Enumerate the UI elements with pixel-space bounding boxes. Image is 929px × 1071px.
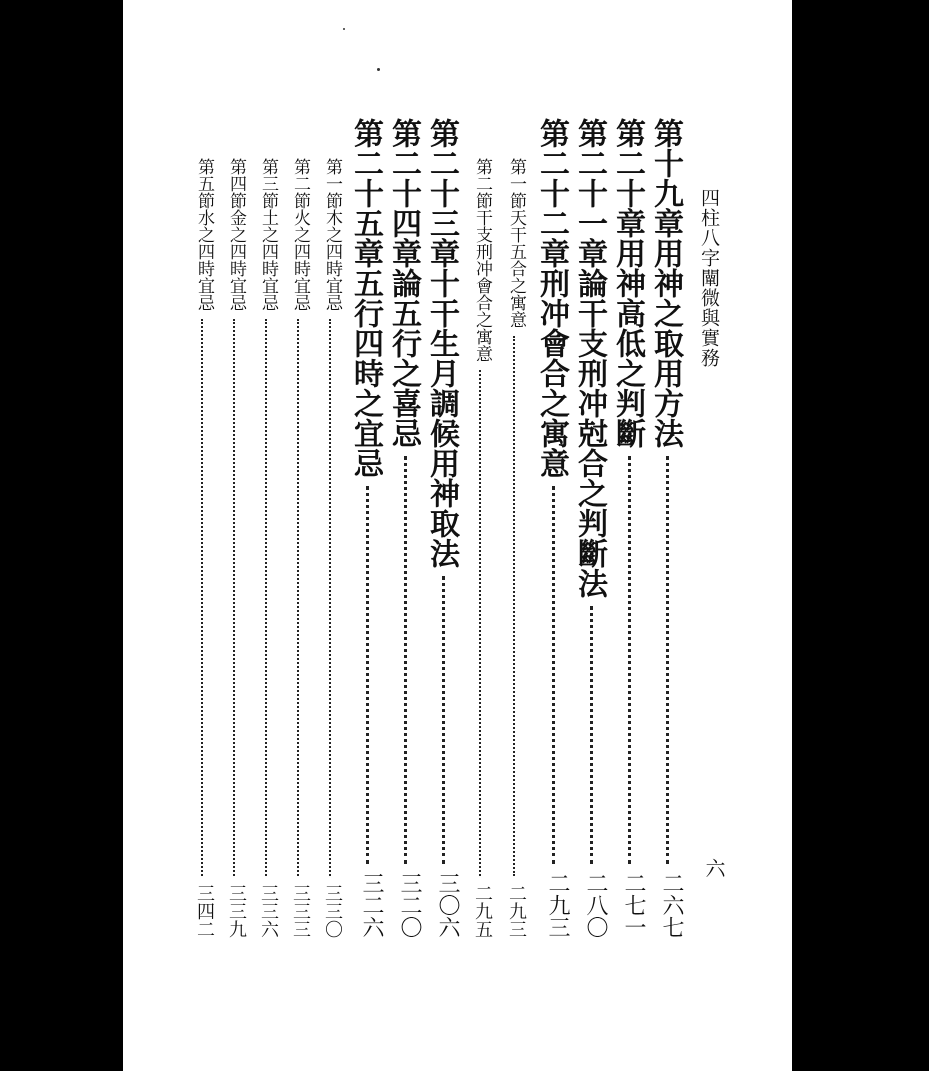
book-page — [123, 0, 792, 1071]
section-label: 第二節 — [290, 158, 310, 209]
scan-speck — [377, 68, 380, 71]
running-header: 四柱八字闡微與實務 — [698, 188, 720, 368]
page-ref: 三二六 — [359, 872, 384, 938]
section-title: 天干五合之寓意 — [506, 209, 526, 328]
chapter-title: 刑冲會合之寓意 — [534, 268, 569, 478]
chapter-title: 論干支刑冲尅合之判斷法 — [572, 268, 607, 598]
toc-entry-section — [187, 158, 217, 938]
toc-entry-section — [465, 158, 495, 938]
chapter-title: 用神高低之判斷 — [610, 238, 645, 448]
toc-entry-chapter-24 — [385, 118, 425, 938]
dot-leader — [442, 576, 445, 864]
section-title: 火之四時宜忌 — [290, 209, 310, 311]
dot-leader — [265, 319, 267, 876]
toc-entry-chapter-19 — [647, 118, 687, 938]
page-number: 六 — [702, 858, 726, 878]
section-title: 金之四時宜忌 — [226, 209, 246, 311]
toc-entry-chapter-22 — [533, 118, 573, 938]
section-title: 土之四時宜忌 — [258, 209, 278, 311]
chapter-label: 第二十一章 — [572, 118, 607, 268]
page-ref: 三三九 — [226, 884, 247, 938]
toc-entry-section — [283, 158, 313, 938]
dot-leader — [590, 606, 593, 864]
section-label: 第四節 — [226, 158, 246, 209]
page-ref: 二九五 — [472, 884, 493, 938]
chapter-label: 第二十三章 — [424, 118, 459, 268]
toc-entry-section — [315, 158, 345, 938]
dot-leader — [628, 456, 631, 864]
page-ref: 二九三 — [506, 884, 527, 938]
chapter-label: 第二十五章 — [348, 118, 383, 268]
scan-speck — [343, 28, 345, 30]
toc-entry-chapter-23 — [423, 118, 463, 938]
dot-leader — [513, 336, 515, 876]
section-label: 第一節 — [506, 158, 526, 209]
section-label: 第二節 — [472, 158, 492, 209]
dot-leader — [552, 486, 555, 864]
toc-entry-chapter-21 — [571, 118, 611, 938]
section-label: 第一節 — [322, 158, 342, 209]
chapter-title: 用神之取用方法 — [648, 238, 683, 448]
chapter-title: 五行四時之宜忌 — [348, 268, 383, 478]
dot-leader — [329, 319, 331, 876]
page-ref: 三三三 — [290, 884, 311, 938]
chapter-label: 第十九章 — [648, 118, 683, 238]
section-title: 木之四時宜忌 — [322, 209, 342, 311]
section-title: 干支刑冲會合之寓意 — [472, 209, 492, 362]
page-ref: 二八〇 — [583, 872, 608, 938]
chapter-title: 論五行之喜忌 — [386, 268, 421, 448]
page-ref: 二六七 — [659, 872, 684, 938]
dot-leader — [666, 456, 669, 864]
page-ref: 二七一 — [621, 872, 646, 938]
chapter-label: 第二十章 — [610, 118, 645, 238]
dot-leader — [201, 319, 203, 876]
dot-leader — [297, 319, 299, 876]
chapter-title: 十干生月調候用神取法 — [424, 268, 459, 568]
section-label: 第五節 — [194, 158, 214, 209]
section-label: 第三節 — [258, 158, 278, 209]
page-ref: 三〇六 — [435, 872, 460, 938]
toc-entry-section — [219, 158, 249, 938]
chapter-label: 第二十二章 — [534, 118, 569, 268]
dot-leader — [479, 370, 481, 876]
page-ref: 三三六 — [258, 884, 279, 938]
toc-entry-chapter-25 — [347, 118, 387, 938]
chapter-label: 第二十四章 — [386, 118, 421, 268]
section-title: 水之四時宜忌 — [194, 209, 214, 311]
toc-entry-section — [499, 158, 529, 938]
dot-leader — [404, 456, 407, 864]
dot-leader — [233, 319, 235, 876]
page-ref: 三三〇 — [322, 884, 343, 938]
page-ref: 二九三 — [545, 872, 570, 938]
page-ref: 三四二 — [194, 884, 215, 938]
page-ref: 三二〇 — [397, 872, 422, 938]
dot-leader — [366, 486, 369, 864]
toc-entry-section — [251, 158, 281, 938]
toc-entry-chapter-20 — [609, 118, 649, 938]
